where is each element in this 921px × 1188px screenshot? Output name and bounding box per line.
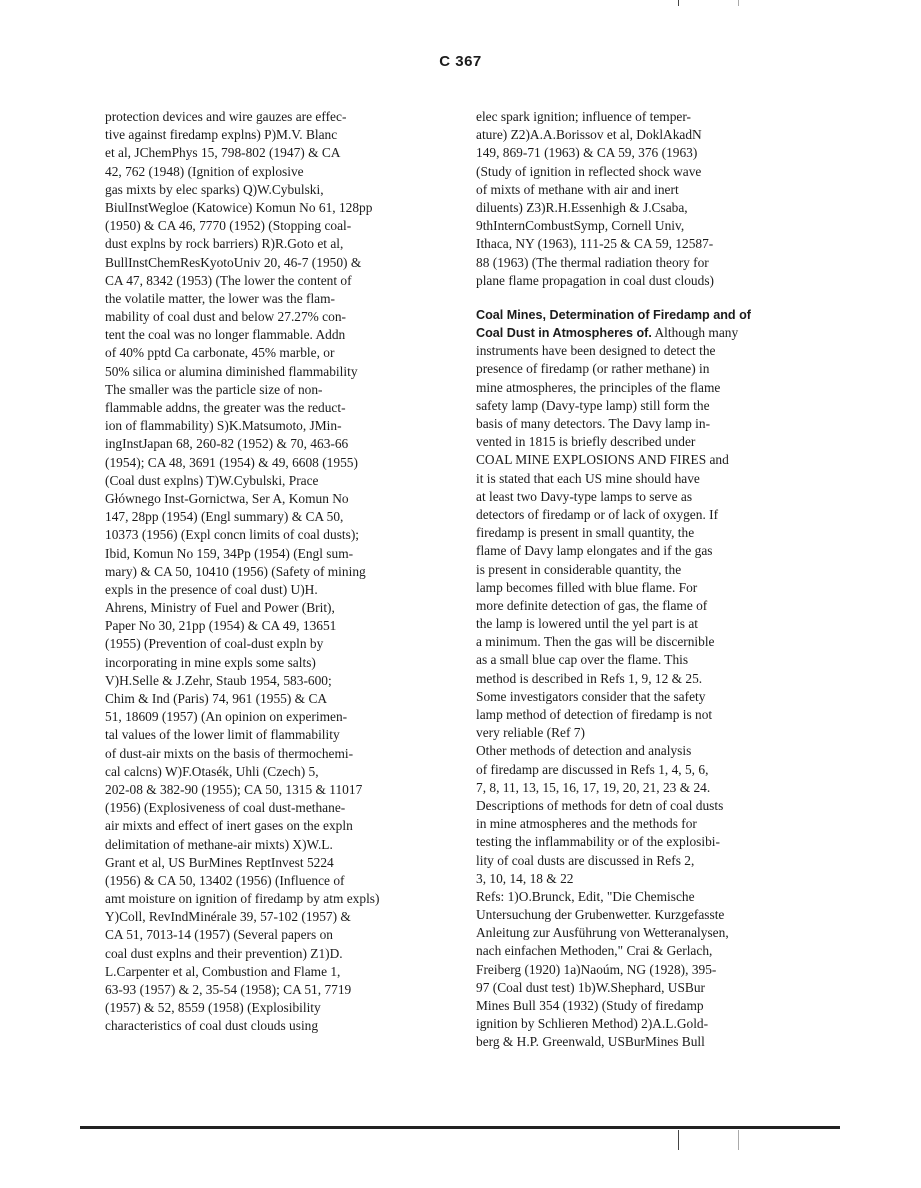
text-line: method is described in Refs 1, 9, 12 & 25. (476, 670, 703, 686)
text-line: the lamp is lowered until the yel part is at (476, 616, 699, 632)
text-line: (1955) (Prevention of coal-dust expln by (105, 636, 324, 652)
text-line: coal dust explns and their prevention) Z1)D. (105, 945, 343, 961)
text-line: 10373 (1956) (Expl concn limits of coal dusts); (105, 527, 360, 543)
text-line: 202-08 & 382-90 (1955); CA 50, 1315 & 11017 (105, 781, 363, 797)
text-line: of dust-air mixts on the basis of thermochemi- (105, 745, 354, 761)
text-line: safety lamp (Davy-type lamp) still form the (476, 397, 710, 413)
text-line: presence of firedamp (or rather methane) in (476, 361, 710, 377)
text-line: cal calcns) W)F.Otasék, Uhli (Czech) 5, (105, 763, 319, 779)
text-line: at least two Davy-type lamps to serve as (476, 488, 693, 504)
text-line: 147, 28pp (1954) (Engl summary) & CA 50, (105, 509, 344, 525)
text-line: Paper No 30, 21pp (1954) & CA 49, 13651 (105, 618, 337, 634)
text-line: delimitation of methane-air mixts) X)W.L. (105, 836, 333, 852)
text-line: 88 (1963) (The thermal radiation theory for (476, 254, 709, 270)
text-line: 7, 8, 11, 13, 15, 16, 17, 19, 20, 21, 23 & 24. (476, 779, 711, 795)
text-line: (1950) & CA 46, 7770 (1952) (Stopping coal- (105, 218, 352, 234)
text-line: testing the inflammability or of the explosibi- (476, 834, 720, 850)
text-line: amt moisture on ignition of firedamp by atm expls) (105, 891, 380, 907)
text-line: ion of flammability) S)K.Matsumoto, JMin- (105, 418, 342, 434)
text-line: mability of coal dust and below 27.27% con- (105, 309, 346, 325)
text-line: et al, JChemPhys 15, 798-802 (1947) & CA (105, 145, 341, 161)
page-header: C 367 (439, 53, 482, 70)
text-line: 9thInternCombustSymp, Cornell Univ, (476, 218, 685, 234)
text-line: flammable addns, the greater was the reduct- (105, 400, 346, 415)
text-line: mary) & CA 50, 10410 (1956) (Safety of mining (105, 563, 366, 579)
text-line: elec spark ignition; influence of temper- (476, 109, 692, 124)
text-line: Grant et al, US BurMines ReptInvest 5224 (105, 854, 334, 870)
text-line: berg & H.P. Greenwald, USBurMines Bull (476, 1034, 705, 1050)
entry-heading-line: Coal Dust in Atmospheres of. Although many (476, 325, 739, 341)
entry-heading-tail: Although many (651, 325, 739, 341)
text-line: nach einfachen Methoden," Crai & Gerlach, (476, 943, 713, 959)
text-line: tent the coal was no longer flammable. Addn (105, 327, 346, 343)
entry-heading-line: Coal Mines, Determination of Firedamp and of (476, 307, 751, 322)
text-line: (1954); CA 48, 3691 (1954) & 49, 6608 (1955) (105, 454, 358, 470)
text-line: ingInstJapan 68, 260-82 (1952) & 70, 463-66 (105, 436, 349, 452)
text-line: Refs: 1)O.Brunck, Edit, "Die Chemische (476, 888, 695, 904)
text-line: 3, 10, 14, 18 & 22 (476, 870, 574, 886)
text-line: Chim & Ind (Paris) 74, 961 (1955) & CA (105, 691, 328, 706)
text-line: Other methods of detection and analysis (476, 743, 692, 759)
text-line: Ithaca, NY (1963), 111-25 & CA 59, 12587- (476, 236, 714, 252)
text-line: in mine atmospheres and the methods for (476, 816, 697, 832)
text-line: ature) Z2)A.A.Borissov et al, DoklAkadN (476, 127, 702, 143)
text-line: of 40% pptd Ca carbonate, 45% marble, or (105, 345, 335, 361)
text-line: The smaller was the particle size of non- (105, 381, 323, 397)
text-line: ignition by Schlieren Method) 2)A.L.Gold- (476, 1016, 709, 1032)
text-line: as a small blue cap over the flame. This (476, 652, 689, 668)
text-line: plane flame propagation in coal dust clouds) (476, 272, 714, 288)
text-line: incorporating in mine expls some salts) (105, 654, 316, 670)
text-line: dust explns by rock barriers) R)R.Goto et al, (105, 236, 344, 252)
text-line: it is stated that each US mine should have (476, 470, 700, 486)
text-line: Mines Bull 354 (1932) (Study of firedamp (476, 998, 704, 1013)
text-line: the volatile matter, the lower was the flam- (105, 290, 335, 306)
text-line: flame of Davy lamp elongates and if the gas (476, 543, 713, 559)
text-line: Freiberg (1920) 1a)Naoúm, NG (1928), 395- (476, 961, 717, 977)
text-line: mine atmospheres, the principles of the flame (476, 379, 721, 395)
text-line: Głównego Inst-Gornictwa, Ser A, Komun No (105, 490, 349, 506)
text-line: Some investigators consider that the safety (476, 688, 706, 704)
text-line: Ahrens, Ministry of Fuel and Power (Brit), (105, 600, 335, 616)
text-line: 42, 762 (1948) (Ignition of explosive (105, 163, 304, 179)
scan-mark (678, 1130, 679, 1150)
text-line: instruments have been designed to detect the (476, 343, 716, 359)
text-line: vented in 1815 is briefly described under (476, 434, 696, 450)
text-line: 97 (Coal dust test) 1b)W.Shephard, USBur (476, 979, 705, 995)
text-line: is present in considerable quantity, the (476, 561, 682, 577)
text-line: very reliable (Ref 7) (476, 725, 585, 741)
text-line: detectors of firedamp or of lack of oxygen. If (476, 506, 719, 522)
text-line: firedamp is present in small quantity, the (476, 525, 695, 541)
text-line: COAL MINE EXPLOSIONS AND FIRES and (476, 452, 729, 468)
text-line: Y)Coll, RevIndMinérale 39, 57-102 (1957) & (105, 909, 351, 925)
text-line: 149, 869-71 (1963) & CA 59, 376 (1963) (476, 145, 698, 161)
text-line: BullInstChemResKyotoUniv 20, 46-7 (1950) & (105, 254, 362, 270)
text-line: (1957) & 52, 8559 (1958) (Explosibility (105, 1000, 321, 1016)
text-line: L.Carpenter et al, Combustion and Flame 1, (105, 963, 341, 979)
text-line: lamp method of detection of firedamp is not (476, 707, 713, 722)
text-line: (1956) (Explosiveness of coal dust-methane- (105, 800, 346, 816)
text-line: expls in the presence of coal dust) U)H. (105, 581, 318, 597)
text-line: diluents) Z3)R.H.Essenhigh & J.Csaba, (476, 199, 688, 215)
text-line: Ibid, Komun No 159, 34Pp (1954) (Engl sum- (105, 545, 354, 561)
text-line: basis of many detectors. The Davy lamp in- (476, 416, 711, 431)
scan-mark (738, 1130, 739, 1150)
text-line: Descriptions of methods for detn of coal dusts (476, 797, 724, 813)
text-line: Anleitung zur Ausführung von Wetteranalysen, (476, 925, 729, 941)
text-line: tive against firedamp explns) P)M.V. Blanc (105, 127, 338, 143)
text-line: more definite detection of gas, the flame of (476, 597, 708, 613)
text-line: of mixts of methane with air and inert (476, 181, 679, 197)
section-gap (476, 290, 786, 306)
text-line: a minimum. Then the gas will be discernible (476, 634, 715, 650)
left-column (105, 108, 403, 1036)
text-line: (Study of ignition in reflected shock wave (476, 163, 702, 179)
text-line: protection devices and wire gauzes are effec- (105, 109, 347, 124)
text-line: characteristics of coal dust clouds using (105, 1018, 319, 1034)
text-line: 50% silica or alumina diminished flammability (105, 363, 358, 379)
right-column (476, 108, 786, 1052)
text-line: Untersuchung der Grubenwetter. Kurzgefasste (476, 907, 725, 923)
text-line: air mixts and effect of inert gases on the expln (105, 818, 353, 834)
text-line: CA 47, 8342 (1953) (The lower the content of (105, 272, 352, 288)
scan-mark (678, 0, 679, 6)
text-line: (Coal dust explns) T)W.Cybulski, Prace (105, 472, 319, 488)
text-line: tal values of the lower limit of flammability (105, 727, 340, 743)
text-line: gas mixts by elec sparks) Q)W.Cybulski, (105, 181, 324, 197)
text-line: BiulInstWegloe (Katowice) Komun No 61, 128pp (105, 199, 373, 215)
text-line: (1956) & CA 50, 13402 (1956) (Influence of (105, 872, 345, 888)
text-line: lamp becomes filled with blue flame. For (476, 579, 698, 595)
text-line: lity of coal dusts are discussed in Refs 2, (476, 852, 695, 868)
text-line: CA 51, 7013-14 (1957) (Several papers on (105, 927, 333, 943)
footer-rule (80, 1126, 840, 1129)
text-line: of firedamp are discussed in Refs 1, 4, 5, 6, (476, 761, 709, 777)
scan-mark (738, 0, 739, 6)
text-line: 63-93 (1957) & 2, 35-54 (1958); CA 51, 7719 (105, 982, 352, 997)
text-line: V)H.Selle & J.Zehr, Staub 1954, 583-600; (105, 672, 332, 688)
text-line: 51, 18609 (1957) (An opinion on experimen- (105, 709, 348, 725)
